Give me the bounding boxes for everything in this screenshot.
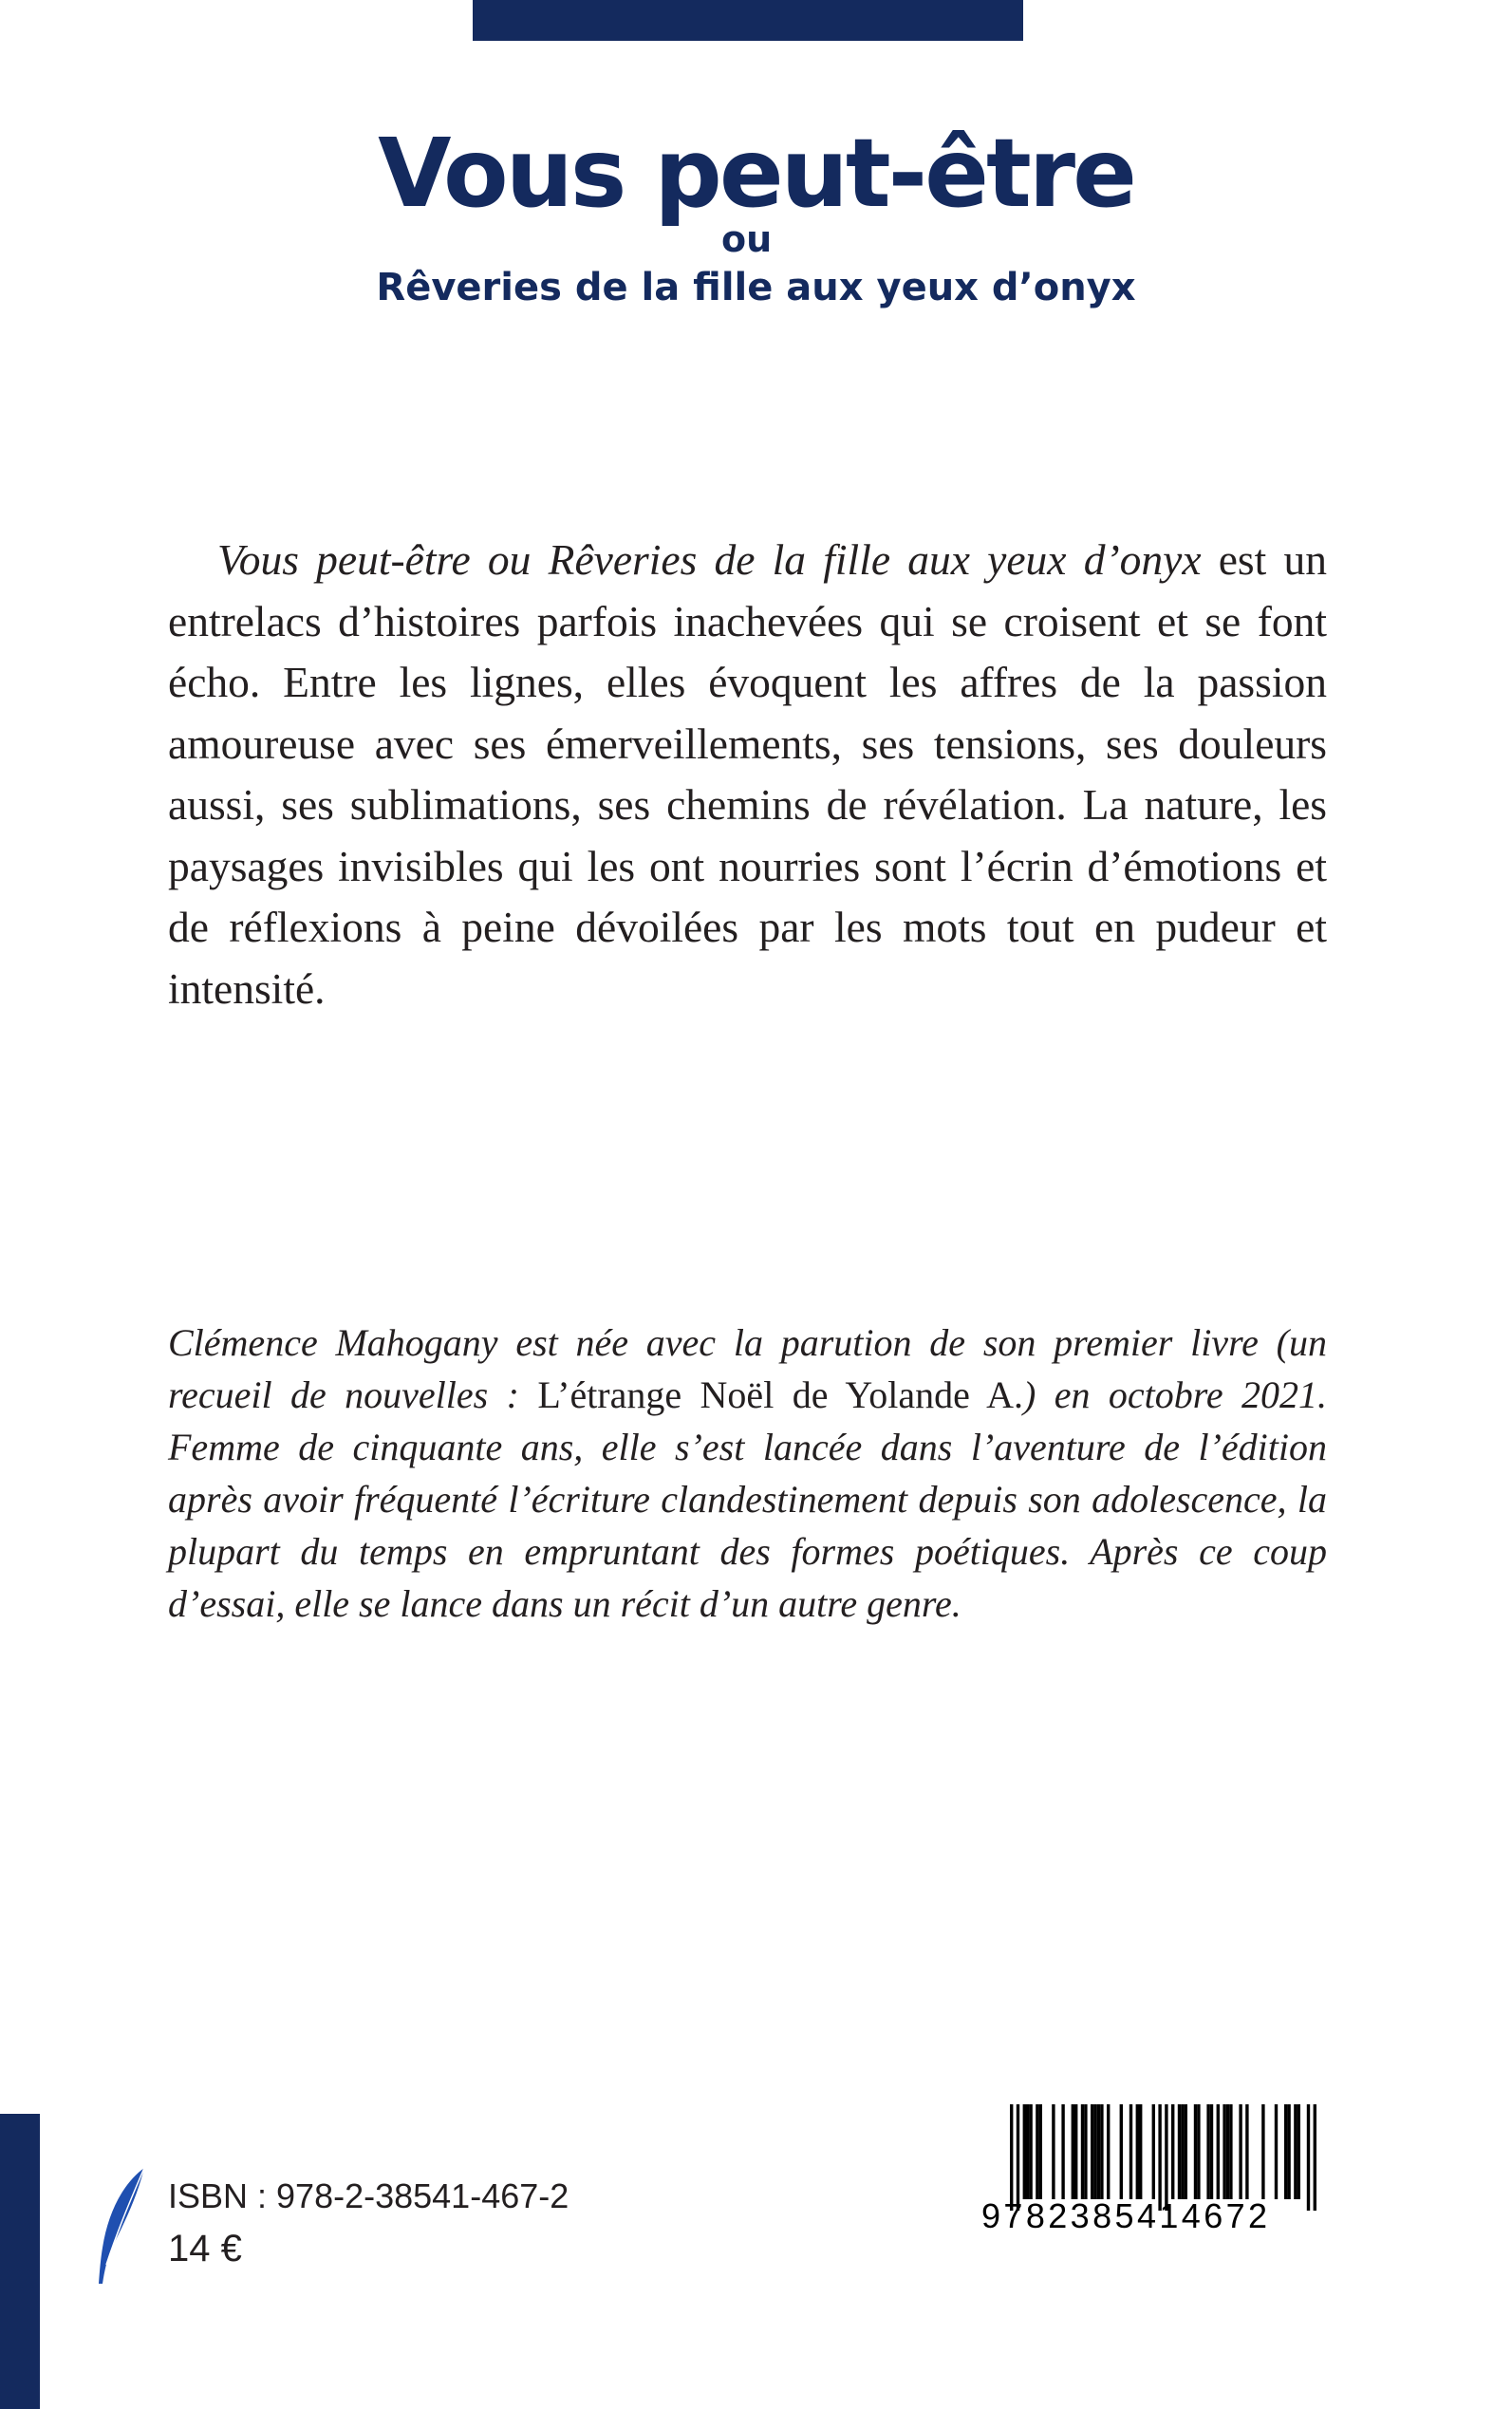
- author-bio: [168, 1317, 1327, 1630]
- barcode-bar: [1261, 2104, 1264, 2199]
- summary-paragraph: [168, 530, 1327, 1019]
- barcode-bar: [1107, 2104, 1110, 2199]
- left-accent-bar: [0, 2114, 40, 2409]
- barcode-bar: [1223, 2104, 1225, 2199]
- barcode-bar: [1297, 2104, 1300, 2199]
- barcode-bar: [1294, 2104, 1297, 2199]
- barcode-bar: [1097, 2104, 1100, 2199]
- barcode-bar: [1052, 2104, 1055, 2199]
- book-title: Vous peut-être: [378, 118, 1134, 229]
- barcode-bar: [1171, 2104, 1174, 2199]
- barcode-bar: [1023, 2104, 1026, 2199]
- summary-text: est un entrelacs d’histoires parfois inachevées qui se croisent et se font écho. Entre les lignes, elles évoquent les affres de la passion amoureuse avec ses émerveillements, ses tensions, ses douleurs aussi, ses sublimations, ses chemins de révélation. La nature, les paysages invisibles qui les ont nourries sont l’écrin d’émotions et de réflexions à peine dévoilées par les mots tout en pudeur et intensité.: [168, 535, 1327, 1013]
- barcode-bar: [1093, 2104, 1096, 2199]
- barcode-bar: [1194, 2104, 1197, 2199]
- barcode-bar: [1072, 2104, 1074, 2199]
- barcode-bar: [1139, 2104, 1142, 2199]
- barcode-bar: [1081, 2104, 1084, 2199]
- barcode-bar: [1245, 2104, 1248, 2199]
- barcode-bar: [1120, 2104, 1123, 2199]
- barcode-bar: [1178, 2104, 1181, 2199]
- barcode-bar: [1036, 2104, 1038, 2199]
- bio-part-1: Clémence Mahogany est née avec la parution de son premier livre (un recueil de nouvelles :: [168, 1321, 1327, 1416]
- barcode: [964, 2101, 1350, 2281]
- barcode-bar: [1091, 2104, 1093, 2199]
- barcode-bar: [1017, 2104, 1019, 2211]
- barcode-bar: [1229, 2104, 1232, 2199]
- barcode-bar: [1275, 2104, 1278, 2199]
- barcode-bar: [1158, 2104, 1161, 2211]
- summary-italic-title: Vous peut-être ou Rêveries de la fille aux yeux d’onyx: [217, 535, 1202, 584]
- barcode-bar: [1165, 2104, 1167, 2211]
- barcode-bars: [964, 2101, 1350, 2281]
- book-subtitle: Rêveries de la fille aux yeux d’onyx: [376, 266, 1136, 309]
- barcode-bar: [1239, 2104, 1241, 2199]
- price-label: 14 €: [168, 2228, 242, 2269]
- bio-book-title: L’étrange Noël de Yolande A.: [537, 1373, 1023, 1416]
- barcode-bar: [1185, 2104, 1187, 2199]
- title-conjunction: ou: [721, 218, 773, 260]
- barcode-bar: [1010, 2104, 1013, 2211]
- barcode-bar: [1152, 2104, 1155, 2199]
- quill-feather-icon: [95, 2166, 148, 2286]
- barcode-bar: [1039, 2104, 1042, 2199]
- barcode-number: 9782385414672: [981, 2196, 1271, 2235]
- barcode-bar: [1210, 2104, 1213, 2199]
- bio-part-2: ) en octobre 2021. Femme de cinquante ans, elle s’est lancée dans l’aventure de l’édition après avoir fréquenté l’écriture clandestinement depuis son adolescence, la plupart du temps en empruntant des formes poétiques. Après ce coup d’essai, elle se lance dans un récit d’un autre genre.: [168, 1373, 1328, 1625]
- barcode-bar: [1226, 2104, 1229, 2199]
- barcode-bar: [1217, 2104, 1220, 2199]
- barcode-bar: [1136, 2104, 1139, 2199]
- barcode-bar: [1084, 2104, 1087, 2199]
- barcode-bar: [1197, 2104, 1200, 2199]
- barcode-bar: [1100, 2104, 1103, 2199]
- top-accent-bar: [473, 0, 1023, 41]
- barcode-bar: [1061, 2104, 1064, 2199]
- barcode-bar: [1129, 2104, 1132, 2199]
- barcode-bar: [1284, 2104, 1287, 2199]
- barcode-bar: [1026, 2104, 1029, 2199]
- barcode-bar: [1074, 2104, 1077, 2199]
- isbn-label: ISBN : 978-2-38541-467-2: [168, 2176, 569, 2215]
- barcode-bar: [1287, 2104, 1290, 2199]
- barcode-bar: [1307, 2104, 1310, 2211]
- barcode-bar: [1206, 2104, 1209, 2199]
- barcode-bar: [1314, 2104, 1316, 2211]
- barcode-bar: [1029, 2104, 1032, 2199]
- barcode-bar: [1181, 2104, 1184, 2199]
